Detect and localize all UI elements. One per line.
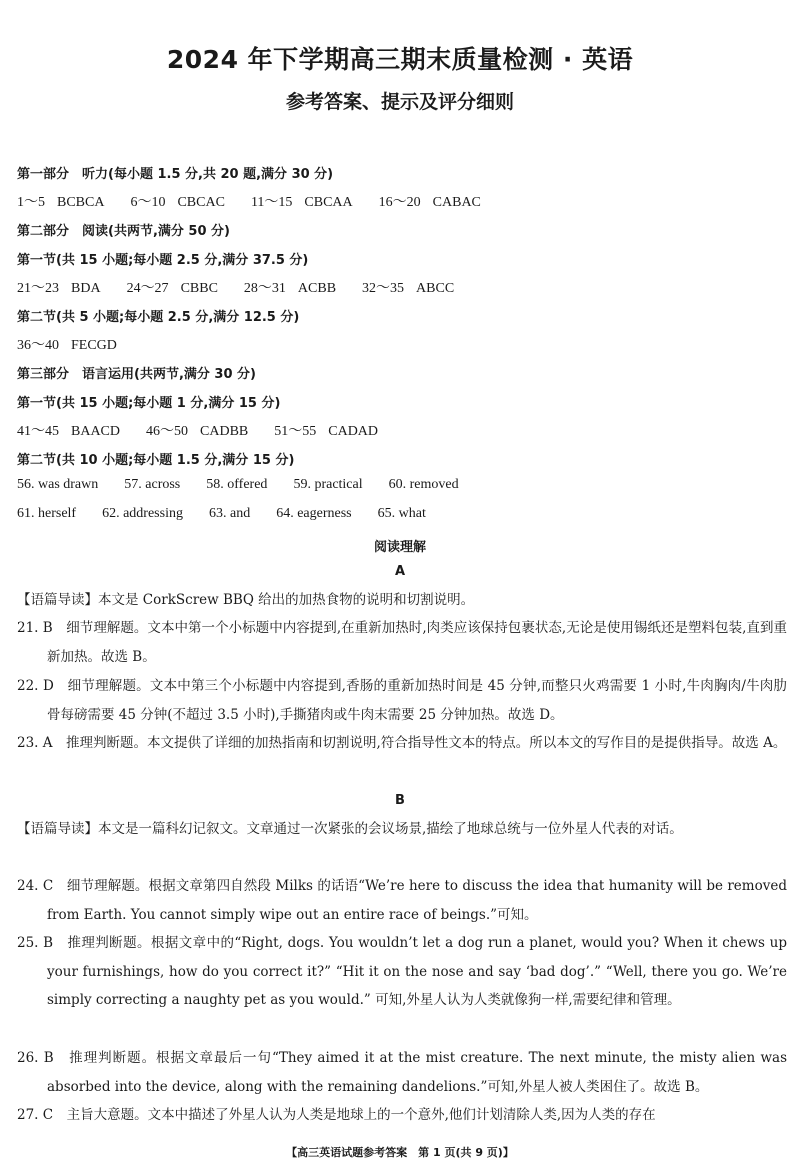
passage-b-label: B bbox=[395, 793, 405, 808]
answer-letters: CADBB bbox=[200, 424, 249, 439]
part1-heading: 第一部分 听力(每小题 1.5 分,共 20 题,满分 30 分) bbox=[17, 167, 334, 182]
answer-letters: FECGD bbox=[71, 338, 117, 353]
answer-letters: BCBCA bbox=[57, 195, 105, 210]
answer-24: 24. C 细节理解题。根据文章第四自然段 Milks 的话语“We’re here to discuss the idea that humanity will be removed from Earth. You cannot simply wipe out an entire race of beings.”可知。 bbox=[17, 878, 787, 923]
part1-answers bbox=[17, 191, 493, 211]
reading-heading: 阅读理解 bbox=[373, 540, 426, 555]
fill-answer: 63. and bbox=[208, 506, 251, 521]
answer-range: 51～55 bbox=[274, 424, 317, 439]
answer-range: 36～40 bbox=[17, 338, 59, 353]
answer-range: 24～27 bbox=[126, 281, 169, 296]
part3-section1-heading: 第一节(共 15 小题;每小题 1 分,满分 15 分) bbox=[17, 396, 281, 411]
page-title: 2024 年下学期高三期末质量检测 · 英语 bbox=[166, 45, 634, 74]
part2-section2-answers bbox=[17, 334, 129, 354]
answer-range: 32～35 bbox=[362, 281, 405, 296]
answer-letters: BAACD bbox=[71, 424, 121, 439]
answer-25: 25. B 推理判断题。根据文章中的“Right, dogs. You wouldn’t let a dog run a planet, would you? When it chews up your furnishings, how do you correct it?” “Hit it on the nose and say ‘bad dog’.” “Well, there you go. We’re simply correcting a naughty pet as you would.” 可知,外星人认为人类就像狗一样,需要纪律和管理。 bbox=[17, 935, 787, 1008]
answer-letters: CBCAC bbox=[177, 195, 225, 210]
part3-heading: 第三部分 语言运用(共两节,满分 30 分) bbox=[17, 367, 256, 382]
fill-answer: 57. across bbox=[124, 477, 181, 492]
fill-answer: 58. offered bbox=[206, 477, 268, 492]
answer-26: 26. B 推理判断题。根据文章最后一句“They aimed it at the mist creature. The next minute, the misty alien was absorbed into the device, along with the remaining dandelions.”可知,外星人被人类困住了。故选 B。 bbox=[17, 1050, 787, 1095]
answer-letters: ACBB bbox=[297, 281, 337, 296]
fill-answer: 65. what bbox=[377, 506, 426, 521]
part3-section2-line1 bbox=[17, 477, 471, 493]
part2-section2-heading: 第二节(共 5 小题;每小题 2.5 分,满分 12.5 分) bbox=[17, 310, 300, 325]
answer-letters: CBBC bbox=[180, 281, 218, 296]
part3-section2-heading: 第二节(共 10 小题;每小题 1.5 分,满分 15 分) bbox=[17, 453, 295, 468]
page-footer: 【高三英语试题参考答案 第 1 页(共 9 页)】 bbox=[286, 1146, 514, 1159]
answer-21: 21. B 细节理解题。文本中第一个小标题中内容提到,在重新加热时,肉类应该保持包裹状态,无论是使用锡纸还是塑料包装,直到重新加热。故选 B。 bbox=[17, 620, 787, 665]
answer-range: 16～20 bbox=[378, 195, 421, 210]
part2-section1-heading: 第一节(共 15 小题;每小题 2.5 分,满分 37.5 分) bbox=[17, 253, 309, 268]
part2-heading: 第二部分 阅读(共两节,满分 50 分) bbox=[17, 224, 230, 239]
passage-a-label: A bbox=[394, 564, 406, 579]
fill-answer: 56. was drawn bbox=[17, 477, 99, 492]
passage-b-intro: 【语篇导读】本文是一篇科幻记叙文。文章通过一次紧张的会议场景,描绘了地球总统与一位外星人代表的对话。 bbox=[17, 821, 683, 837]
passage-a-intro: 【语篇导读】本文是 CorkScrew BBQ 给出的加热食物的说明和切割说明。 bbox=[17, 592, 475, 608]
fill-answer: 59. practical bbox=[293, 477, 363, 492]
answer-letters: CABAC bbox=[432, 195, 481, 210]
part2-section1-answers bbox=[17, 277, 466, 297]
answer-range: 21～23 bbox=[17, 281, 59, 296]
answer-range: 6～10 bbox=[130, 195, 166, 210]
part3-section2-line2 bbox=[17, 506, 438, 522]
answer-letters: BDA bbox=[71, 281, 101, 296]
answer-range: 1～5 bbox=[17, 195, 45, 210]
fill-answer: 60. removed bbox=[388, 477, 459, 492]
part3-section1-answers bbox=[17, 420, 390, 440]
answer-letters: CBCAA bbox=[304, 195, 353, 210]
answer-range: 11～15 bbox=[250, 195, 293, 210]
answer-letters: CADAD bbox=[328, 424, 379, 439]
answer-range: 28～31 bbox=[243, 281, 286, 296]
answer-22: 22. D 细节理解题。文本中第三个小标题中内容提到,香肠的重新加热时间是 45 分钟,而整只火鸡需要 1 小时,牛肉胸肉/牛肉肋骨每磅需要 45 分钟(不超过 3.5 小时),手撕猪肉或牛肉末需要 25 分钟加热。故选 D。 bbox=[17, 678, 787, 723]
answer-23: 23. A 推理判断题。本文提供了详细的加热指南和切割说明,符合指导性文本的特点。所以本文的写作目的是提供指导。故选 A。 bbox=[17, 735, 787, 751]
answer-letters: ABCC bbox=[416, 281, 455, 296]
fill-answer: 64. eagerness bbox=[276, 506, 352, 521]
answer-27: 27. C 主旨大意题。文本中描述了外星人认为人类是地球上的一个意外,他们计划清除人类,因为人类的存在 bbox=[17, 1107, 656, 1123]
answer-range: 41～45 bbox=[17, 424, 59, 439]
answer-range: 46～50 bbox=[146, 424, 189, 439]
fill-answer: 62. addressing bbox=[102, 506, 183, 521]
fill-answer: 61. herself bbox=[17, 506, 77, 521]
page-subtitle: 参考答案、提示及评分细则 bbox=[285, 91, 514, 113]
